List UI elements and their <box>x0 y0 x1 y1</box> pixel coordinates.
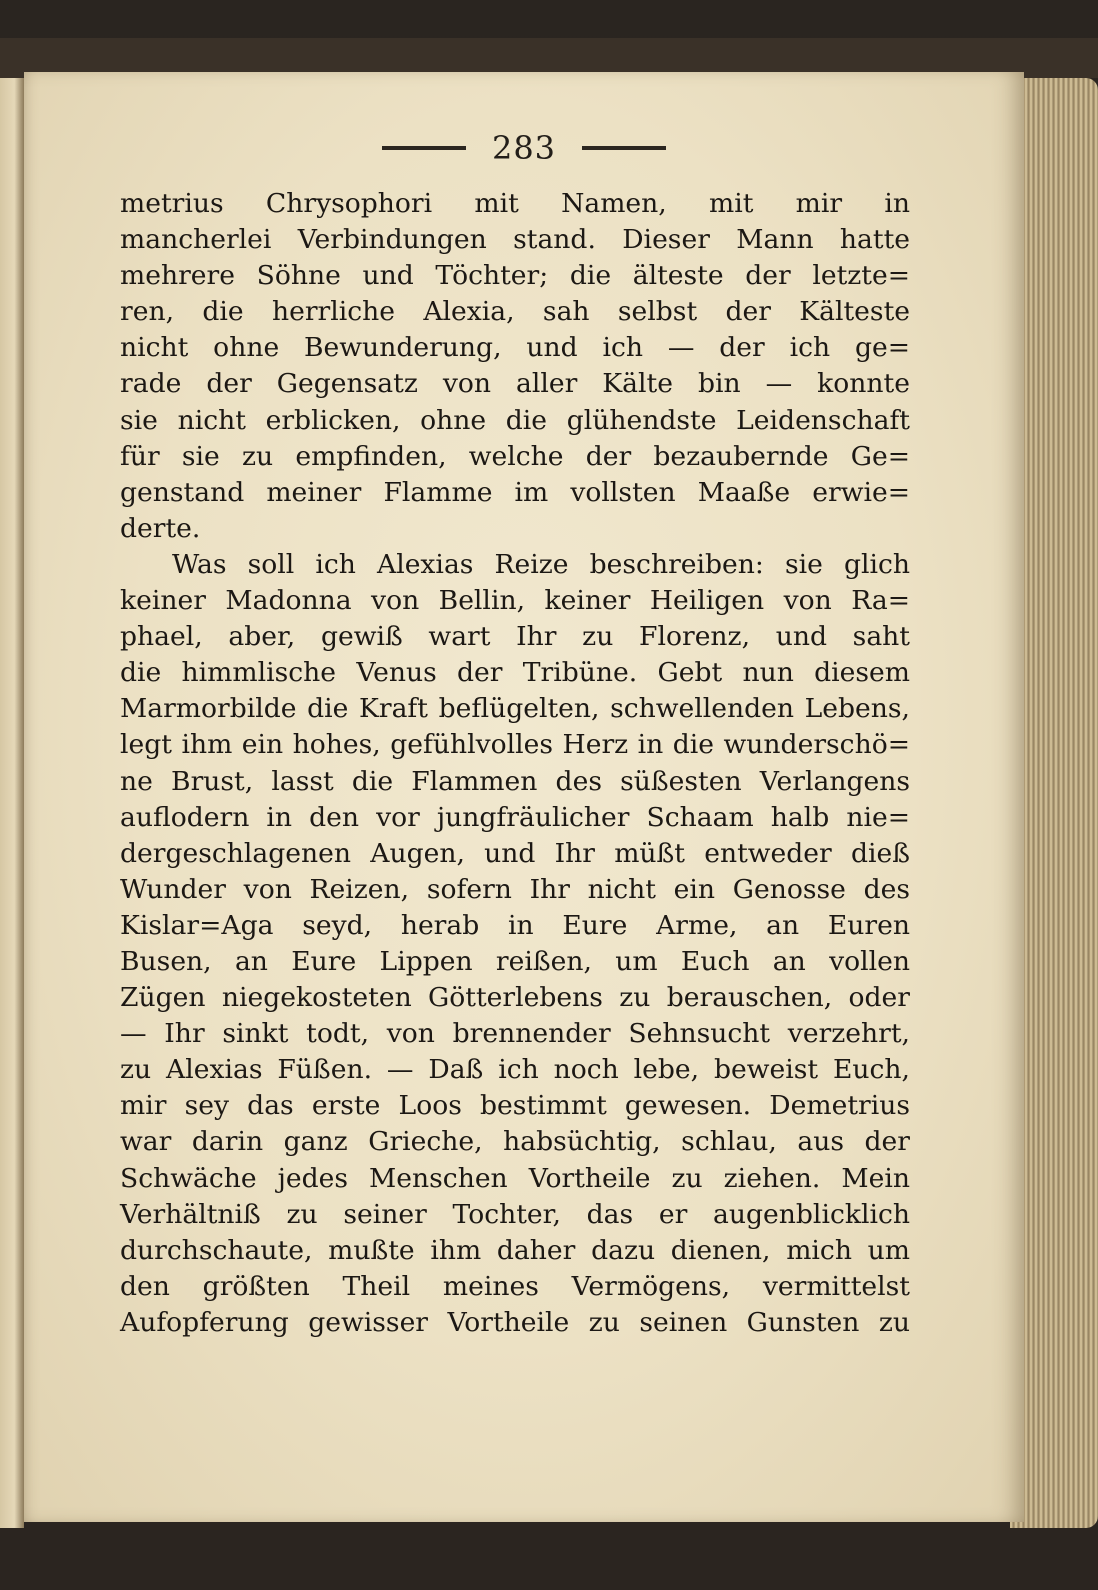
text-line: sie nicht erblicken, ohne die glühendste Leidenschaft <box>120 404 910 436</box>
text-line: Verhältniß zu seiner Tochter, das er augenblicklich <box>120 1198 910 1230</box>
text-line: für sie zu empfinden, welche der bezaubernde Ge= <box>120 440 910 472</box>
text-line: die himmlische Venus der Tribüne. Gebt nun diesem <box>120 657 910 689</box>
page-header <box>354 128 694 168</box>
text-line: Marmorbilde die Kraft beflügelten, schwellenden Lebens, <box>120 693 910 725</box>
text-line: Busen, an Eure Lippen reißen, um Euch an vollen <box>120 945 910 977</box>
text-line: nicht ohne Bewunderung, und ich — der ich ge= <box>120 332 910 364</box>
text-line: Aufopferung gewisser Vortheile zu seinen Gunsten zu <box>120 1306 910 1338</box>
text-line: ren, die herrliche Alexia, sah selbst der Kälteste <box>120 296 910 328</box>
text-line: mir sey das erste Loos bestimmt gewesen. Demetrius <box>120 1090 910 1122</box>
text-line: zu Alexias Füßen. — Daß ich noch lebe, beweist Euch, <box>120 1054 910 1086</box>
previous-page-edge <box>0 78 24 1528</box>
page-number: 283 <box>491 129 557 167</box>
text-line: phael, aber, gewiß wart Ihr zu Florenz, und saht <box>120 621 910 653</box>
text-line: Zügen niegekosteten Götterlebens zu berauschen, oder <box>120 982 910 1014</box>
book-cover-bottom <box>0 1515 1098 1590</box>
book-page <box>24 72 1024 1522</box>
text-line: Wunder von Reizen, sofern Ihr nicht ein Genosse des <box>120 873 910 905</box>
text-line: metrius Chrysophori mit Namen, mit mir in <box>120 188 910 219</box>
text-line: keiner Madonna von Bellin, keiner Heiligen von Ra= <box>120 585 910 617</box>
header-rule-right <box>582 146 666 150</box>
text-line: Kislar=Aga seyd, herab in Eure Arme, an Euren <box>120 909 910 941</box>
text-line: auflodern in den vor jungfräulicher Schaam halb nie= <box>120 801 910 833</box>
text-line: war darin ganz Grieche, habsüchtig, schlau, aus der <box>120 1126 910 1158</box>
text-line: den größten Theil meines Vermögens, vermittelst <box>120 1270 910 1302</box>
text-line: — Ihr sinkt todt, von brennender Sehnsucht verzehrt, <box>120 1018 910 1050</box>
text-line: genstand meiner Flamme im vollsten Maaße erwie= <box>120 476 910 508</box>
text-line: mancherlei Verbindungen stand. Dieser Mann hatte <box>120 224 910 256</box>
text-line: legt ihm ein hohes, gefühlvolles Herz in die wunderschö= <box>120 729 910 761</box>
header-rule-left <box>382 146 466 150</box>
text-line: derte. <box>120 512 201 544</box>
body-text <box>120 186 910 1341</box>
text-line: dergeschlagenen Augen, und Ihr müßt entweder dieß <box>120 837 910 869</box>
text-line: Schwäche jedes Menschen Vortheile zu ziehen. Mein <box>120 1162 910 1194</box>
text-line: durchschaute, mußte ihm daher dazu dienen, mich um <box>120 1234 910 1266</box>
text-line: rade der Gegensatz von aller Kälte bin — konnte <box>120 368 910 400</box>
paragraph-start-line: Was soll ich Alexias Reize beschreiben: sie glich <box>172 548 910 580</box>
text-line: mehrere Söhne und Töchter; die älteste der letzte= <box>120 260 910 292</box>
text-line: ne Brust, lasst die Flammen des süßesten Verlangens <box>120 765 910 797</box>
